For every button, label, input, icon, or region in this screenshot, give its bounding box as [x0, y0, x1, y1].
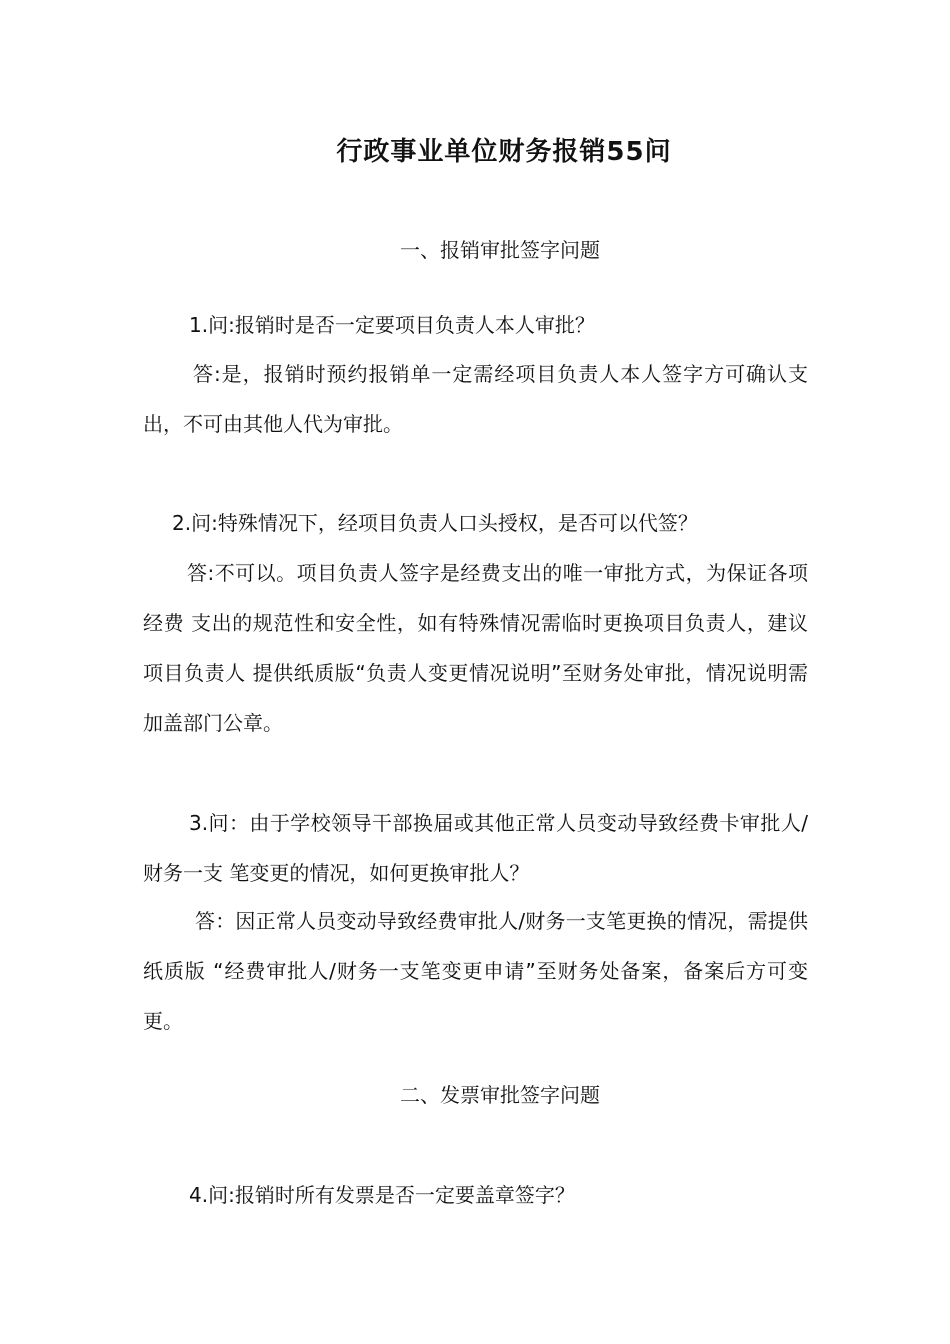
answer-1: 答:是，报销时预约报销单一定需经项目负责人本人签字方可确认支出，不可由其他人代为审批。: [143, 362, 808, 436]
question-2: 2.问:特殊情况下，经项目负责人口头授权，是否可以代签？: [172, 511, 698, 535]
answer-2: 答:不可以。项目负责人签字是经费支出的唯一审批方式，为保证各项经费 支出的规范性和安全性，如有特殊情况需临时更换项目负责人，建议项目负责人 提供纸质版“负责人变更情况说明”至财务处审批，情况说明需加盖部门公章。: [143, 561, 808, 735]
section-heading-approval-signature: 一、报销审批签字问题: [400, 238, 600, 262]
answer-3: 答：因正常人员变动导致经费审批人/财务一支笔更换的情况，需提供纸质版 “经费审批人/财务一支笔变更申请”至财务处备案，备案后方可变更。: [143, 909, 808, 1033]
question-1: 1.问:报销时是否一定要项目负责人本人审批？: [189, 313, 595, 337]
question-4: 4.问:报销时所有发票是否一定要盖章签字？: [189, 1183, 575, 1207]
question-3: 3.问：由于学校领导干部换届或其他正常人员变动导致经费卡审批人/财务一支 笔变更的情况，如何更换审批人？: [143, 811, 808, 885]
document-title: 行政事业单位财务报销55问: [336, 137, 672, 167]
section-heading-invoice-signature: 二、发票审批签字问题: [400, 1083, 600, 1107]
